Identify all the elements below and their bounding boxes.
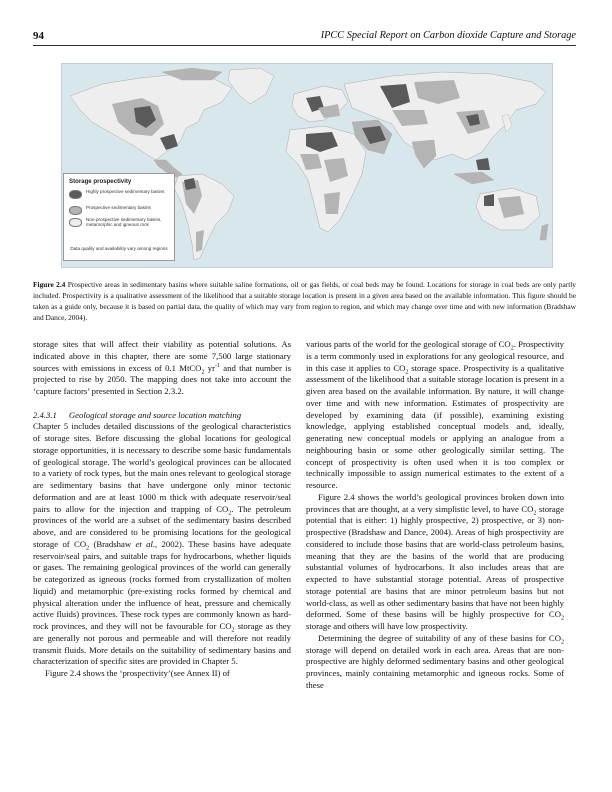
australia-basin-high [484, 194, 494, 206]
sa-basin-high [184, 178, 196, 190]
legend-label-non-prospective: Non-prospective sedimentary basins, metamorphic and igneous rock [86, 217, 162, 228]
legend-label-high: Highly prospective sedimentary basins [86, 189, 165, 194]
paragraph: Chapter 5 includes detailed discussions of the geological characteristics of storage sites. Before discussing the global locations for geological storage opportunities, it is necessary to describe some basic fundamentals of geological storage. The world’s geological provinces can be allocated to a variety of rock types, but the main ones relevant to geological storage are sedimentary basins that have undergone only minor tectonic deformation and are at least 1000 m thick with adequate reservoir/seal pairs to allow for the injection and trapping of $CO_2$. The petroleum provinces of the world are a subset of the sedimentary basins described above, and are considered to be promising locations for the geological storage of $CO_2$ (Bradshaw et al., 2002). These basins have adequate reservoir/seal pairs, and suitable traps for hydrocarbons, whether liquids or gases. The remaining geological provinces of the world can generally be categorized as igneous (rocks formed from crystallization of molten liquid) and metamorphic (pre-existing rocks formed by chemical and physical alteration under the influence of heat, pressure and chemically active fluids) provinces. These rock types are commonly known as hard-rock provinces, and they will not be favourable for $CO_2$ storage as they are generally not porous and permeable and will therefore not readily transmit fluids. More details on the suitability of sedimentary basins and characterization of specific sites are provided in Chapter 5. [33, 421, 291, 667]
legend-title: Storage prospectivity [69, 178, 132, 185]
new-zealand-islands [540, 224, 548, 240]
legend-swatch-non-prospective [69, 218, 82, 227]
figure-label: Figure 2.4 [33, 280, 66, 289]
legend-item-prospective [69, 205, 172, 215]
left-column [33, 339, 291, 680]
paragraph: Figure 2.4 shows the ‘prospectivity’(see Annex II) of [45, 668, 230, 678]
legend-label-prospective: Prospective sedimentary basins [86, 205, 151, 210]
legend-swatch-high [69, 190, 82, 199]
paragraph: storage sites that will affect their viability as potential solutions. As indicated above in this chapter, there are some 7,500 large stationary sources with emissions in excess of 0.1 MtCO$_2$ $yr^{-1}$ and that number is projected to rise by 2050. The mapping does not take into account the ‘capture factors’ presented in Section 2.3.2. [33, 339, 291, 396]
greenland-landmass [228, 68, 274, 104]
caption-text: Prospective areas in sedimentary basins where suitable saline formations, oil or gas fields, or coal beds may be found. Locations for storage in coal beds are only partly included. Prospectivity is a qualitative assessment of the likelihood that a suitable storage location is present in a given area based on the available information. This figure should be taken as a guide only, because it is based on partial data, the quality of which may vary from region to region, and which may change over time and with new information (Bradshaw and Dance, 2004). [33, 280, 576, 322]
map-legend [63, 173, 175, 261]
page-header [0, 0, 612, 40]
legend-swatch-prospective [69, 206, 82, 215]
india-landmass [412, 140, 436, 168]
section-heading [33, 410, 291, 422]
legend-note: Data quality and availability vary among regions [70, 246, 168, 251]
legend-item-high [69, 189, 172, 199]
indonesia-islands [454, 172, 494, 184]
figure-caption [33, 279, 576, 323]
borneo-island [476, 158, 490, 170]
right-column [306, 339, 564, 692]
africa-basin-prospective-3 [324, 192, 340, 214]
section-title: Geological storage and source location matching [68, 409, 242, 420]
paragraph: Determining the degree of suitability of any of these basins for $CO_2$ storage will depend on detailed work in each area. Areas that are non-prospective are highly deformed sedimentary basins and other geological provinces, mainly containing metamorphic and igneous rocks. Some of these [306, 632, 564, 690]
running-title: IPCC Special Report on Carbon dioxide Capture and Storage [320, 30, 576, 41]
section-number: 2.4.3.1 [33, 409, 57, 420]
legend-item-non-prospective [69, 217, 172, 227]
paragraph: Figure 2.4 shows the world’s geological provinces broken down into provinces that are thought, at a very simplistic level, to have $CO_2$ storage potential that is either: 1) highly prospective, 2) prospective, or 3) non-prospective (Bradshaw and Dance, 2004). Areas of high prospectivity are considered to include those basins that are world-class petroleum basins, meaning that they are the basins of the world that are producing substantial volumes of hydrocarbons. It also includes areas that are expected to have substantial storage potential. Areas of prospective storage potential are basins that are minor petroleum basins but not world-class, as well as other sedimentary basins that have not been highly deformed. Some of these basins will be highly prospective for $CO_2$ storage and others will have low prospectivity. [306, 491, 564, 631]
page-number: 94 [33, 30, 44, 42]
header-rule [33, 45, 576, 46]
paragraph: various parts of the world for the geological storage of $CO_2$. Prospectivity is a term commonly used in explorations for any geological resource, and in this case it applies to $CO_2$ storage space. Prospectivity is a qualitative assessment of the likelihood that a suitable storage location is present in a given area based on the available information. By nature, it will change over time and with new information. Estimates of prospectivity are developed by examining data (if possible), examining existing knowledge, applying established conceptual models and, ideally, generating new conceptual models or applying an analogue from a neighbouring basin or some other geologically similar setting. The concept of prospectivity is often used when it is too complex or technically impossible to assign numerical estimates to the extent of a resource. [306, 339, 564, 490]
